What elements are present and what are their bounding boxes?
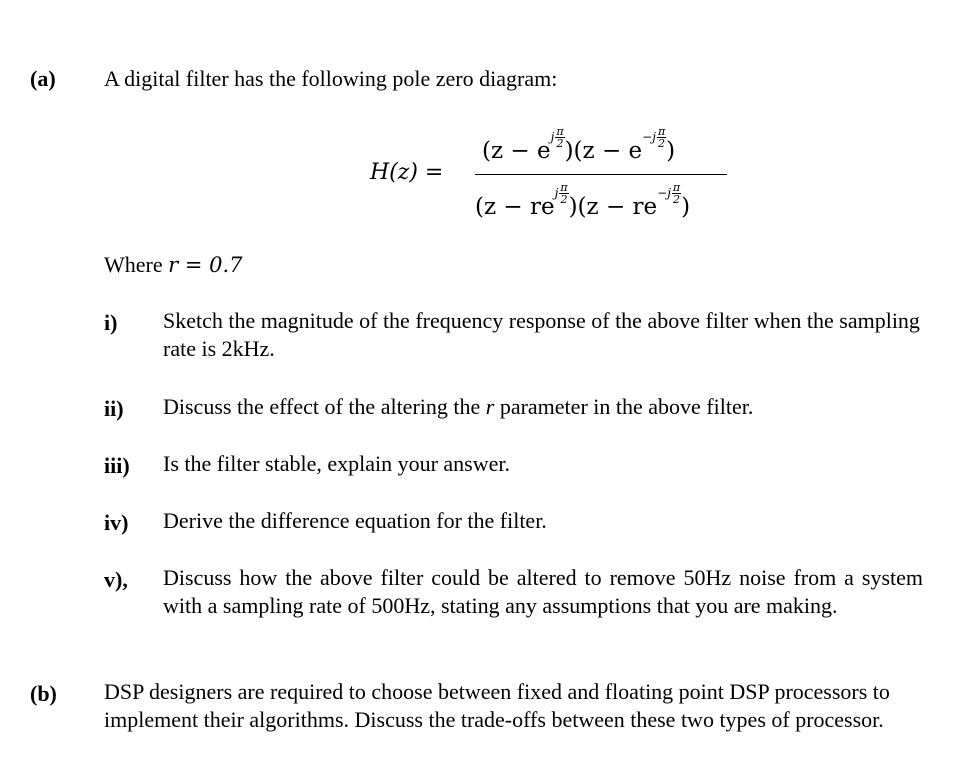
formula-lhs: H(z) = — [370, 160, 444, 185]
question-text-i: Sketch the magnitude of the frequency response of the above filter when the sampling rate is 2kHz. — [163, 308, 920, 361]
question-text-ii: Discuss the effect of the altering the r parameter in the above filter. — [163, 394, 754, 419]
part-b-text: DSP designers are required to choose between fixed and floating point DSP processors to implement their algorithms. Discuss the trade-offs between these two types of processor. — [104, 679, 890, 732]
question-number-i: i) — [104, 310, 118, 335]
question-text-iv: Derive the difference equation for the filter. — [163, 508, 547, 533]
question-text-v: Discuss how the above filter could be altered to remove 50Hz noise from a system with a sampling rate of 500Hz, stating any assumptions that you are making. — [163, 565, 923, 618]
part-a-label: (a) — [30, 66, 56, 91]
question-number-ii: ii) — [104, 396, 124, 421]
fraction-bar — [475, 174, 727, 175]
question-number-v: v), — [104, 567, 128, 592]
where-expression: r = 0.7 — [168, 253, 243, 277]
part-a-intro: A digital filter has the following pole zero diagram: — [104, 66, 558, 91]
question-text-iii: Is the filter stable, explain your answer. — [163, 451, 511, 476]
question-number-iii: iii) — [104, 453, 130, 478]
formula-denominator: (z − rej $\frac{\pi}{2}$ )(z − re−j $\frac{\pi}{2}$ ) — [475, 181, 691, 220]
part-b-label: (b) — [30, 681, 57, 706]
where-statement: Where r = 0.7 — [104, 252, 243, 277]
transfer-function-formula — [370, 112, 730, 222]
formula-numerator: (z − ej $\frac{\pi}{2}$ )(z − e−j $\frac{\pi}{2}$ ) — [482, 125, 676, 164]
question-number-iv: iv) — [104, 510, 129, 535]
